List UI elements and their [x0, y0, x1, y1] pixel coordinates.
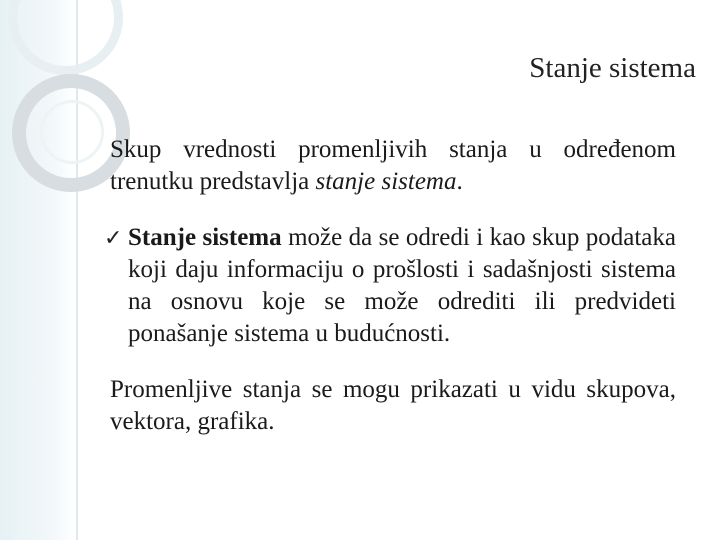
bullet-item [104, 222, 676, 350]
paragraph-definition [110, 134, 676, 198]
paragraph-representation: Promenljive stanja se mogu prikazati u vidu skupova, vektora, grafika. [110, 376, 676, 435]
checkmark-icon: ✓ [104, 226, 123, 251]
emphasis-stanje-sistema: stanje sistema [315, 168, 457, 195]
decorative-ring-inner [40, 100, 104, 164]
bullet-text: može da se odredi i kao skup podataka koji daju informaciju o prošlosti i sadašnjosti sistema na osnovu koje se može odrediti ili predvideti ponašanje sistema u budućnosti. [128, 224, 676, 347]
bullet-bold-term: Stanje sistema [128, 224, 282, 251]
paragraph-definition-tail: . [456, 168, 463, 195]
slide-content [104, 134, 676, 438]
slide-title: Stanje sistema [529, 52, 696, 84]
paragraph-definition-text: Skup vrednosti promenljivih stanja u određenom trenutku predstavlja [110, 136, 676, 195]
